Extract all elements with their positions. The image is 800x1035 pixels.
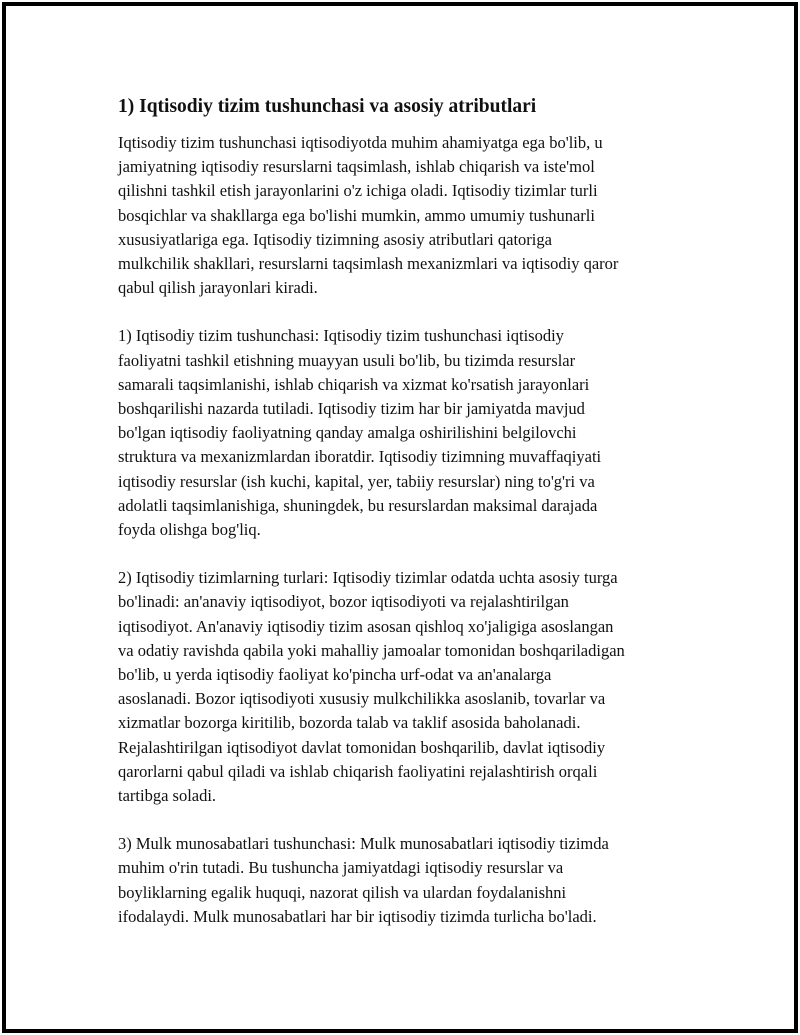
document-content — [118, 94, 680, 953]
document-page — [5, 5, 795, 1030]
intro-paragraph: Iqtisodiy tizim tushunchasi iqtisodiyotda muhim ahamiyatga ega bo'lib, u jamiyatning iqtisodiy resurslarni taqsimlash, ishlab chiqarish va iste'mol qilishni tashkil etish jarayonlarini o'z ichiga oladi. Iqtisodiy tizimlar turli bosqichlar va shakllarga ega bo'lishi mumkin, ammo umumiy tushunarli xususiyatlariga ega. Iqtisodiy tizimning asosiy atributlari qatoriga mulkchilik shakllari, resurslarni taqsimlash mexanizmlari va iqtisodiy qaror qabul qilish jarayonlari kiradi. — [118, 133, 619, 298]
section-heading: 1) Iqtisodiy tizim tushunchasi va asosiy atributlari — [118, 96, 537, 117]
paragraph-concept: 1) Iqtisodiy tizim tushunchasi: Iqtisodiy tizim tushunchasi iqtisodiy faoliyatni tashkil etishning muayyan usuli bo'lib, bu tizimda resurslar samarali taqsimlanishi, ishlab chiqarish va xizmat ko'rsatish jarayonlari boshqarilishi nazarda tutiladi. Iqtisodiy tizim har bir jamiyatda mavjud bo'lgan iqtisodiy faoliyatning qanday amalga oshirilishini belgilovchi struktura va mexanizmlardan iboratdir. Iqtisodiy tizimning muvaffaqiyati iqtisodiy resurslar (ish kuchi, kapital, yer, tabiiy resurslar) ning to'g'ri va adolatli taqsimlanishiga, shuningdek, bu resurslardan maksimal darajada foyda olishga bog'liq. — [118, 326, 602, 540]
paragraph-property: 3) Mulk munosabatlari tushunchasi: Mulk munosabatlari iqtisodiy tizimda muhim o'rin tutadi. Bu tushuncha jamiyatdagi iqtisodiy resurslar va boyliklarning egalik huquqi, nazorat qilish va ulardan foydalanishni ifodalaydi. Mulk munosabatlari har bir iqtisodiy tizimda turlicha bo'ladi. — [118, 834, 609, 926]
paragraph-types: 2) Iqtisodiy tizimlarning turlari: Iqtisodiy tizimlar odatda uchta asosiy turga bo'linadi: an'anaviy iqtisodiyot, bozor iqtisodiyoti va rejalashtirilgan iqtisodiyot. An'anaviy iqtisodiy tizim asosan qishloq xo'jaligiga asoslangan va odatiy ravishda qabila yoki mahalliy jamoalar tomonidan boshqariladigan bo'lib, u yerda iqtisodiy faoliyat ko'pincha urf-odat va an'analarga asoslanadi. Bozor iqtisodiyoti xususiy mulkchilikka asoslanib, tovarlar va xizmatlar bozorga kiritilib, bozorda talab va taklif asosida baholanadi. Rejalashtirilgan iqtisodiyot davlat tomonidan boshqarilib, davlat iqtisodiy qarorlarni qabul qiladi va ishlab chiqarish faoliyatini rejalashtirish orqali tartibga soladi. — [118, 568, 625, 806]
